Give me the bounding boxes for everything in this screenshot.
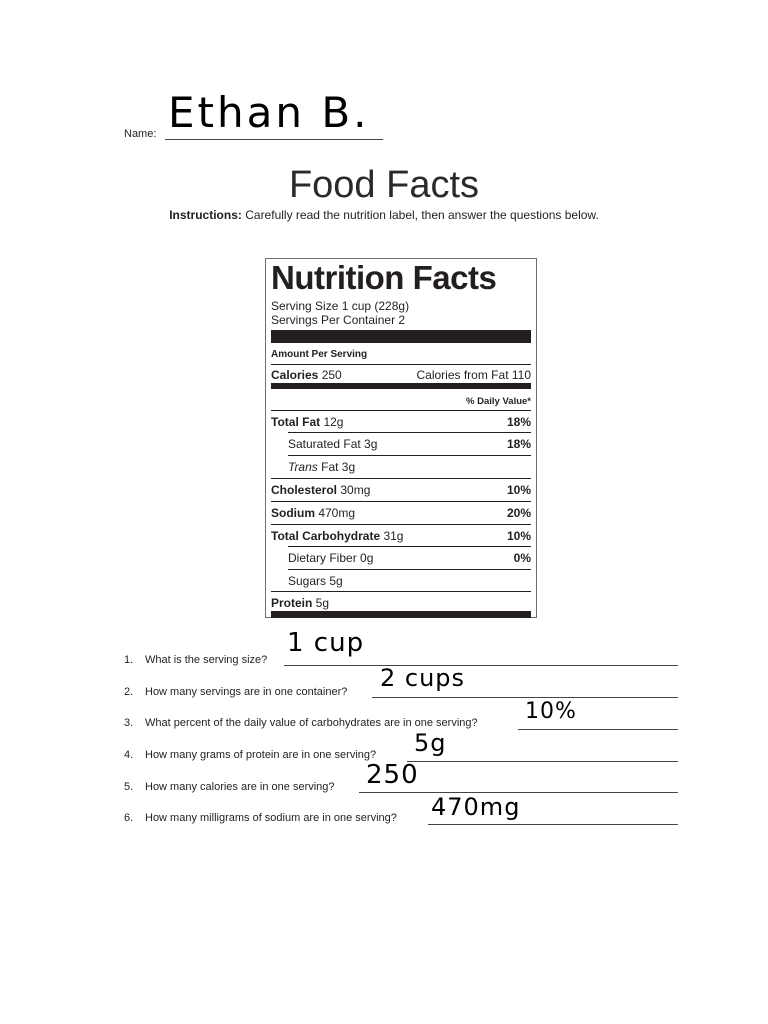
question-number: 2. — [124, 686, 134, 698]
nutrient-name: Trans — [288, 460, 318, 474]
question-2 — [124, 686, 347, 698]
calories-from-fat: Calories from Fat 110 — [416, 368, 531, 382]
nutrient-name: Dietary Fiber 0g — [288, 551, 374, 565]
daily-value-header: % Daily Value* — [466, 396, 531, 407]
nutrient-amount: 470mg — [315, 506, 356, 520]
question-number: 3. — [124, 717, 134, 729]
nutrient-name: Saturated Fat 3g — [288, 437, 378, 451]
instructions — [0, 208, 768, 222]
nutrient-percent: 10% — [506, 483, 531, 497]
servings-per-container: Servings Per Container 2 — [271, 313, 406, 327]
nutrition-label-title: Nutrition Facts — [271, 259, 497, 296]
nutrient-name: Sodium — [271, 506, 315, 520]
question-text: How many calories are in one serving? — [145, 781, 335, 793]
nutrient-row-sugars — [271, 570, 531, 591]
nutrient-name: Total Carbohydrate — [271, 529, 381, 543]
question-6 — [124, 812, 397, 824]
answer-6: 470mg — [431, 793, 521, 821]
answer-line-3[interactable] — [518, 729, 678, 730]
answer-4: 5g — [414, 729, 447, 757]
nutrient-percent: 10% — [506, 529, 531, 543]
nutrient-amount: 5g — [312, 596, 330, 610]
answer-2: 2 cups — [380, 664, 466, 692]
instructions-text: Carefully read the nutrition label, then answer the questions below. — [241, 208, 599, 222]
answer-line-2[interactable] — [372, 697, 678, 698]
nutrient-row-dietary-fiber — [271, 547, 531, 568]
question-number: 5. — [124, 781, 134, 793]
nutrient-row-trans-fat — [271, 456, 531, 477]
answer-line-4[interactable] — [407, 761, 678, 762]
question-1 — [124, 654, 267, 666]
question-number: 1. — [124, 654, 134, 666]
nutrient-amount: 31g — [380, 529, 404, 543]
name-line — [165, 139, 383, 140]
nutrient-amount: 12g — [320, 415, 344, 429]
answer-5: 250 — [366, 760, 419, 790]
nutrient-row-sodium — [271, 502, 531, 523]
answer-1: 1 cup — [287, 628, 365, 658]
nutrient-row-total-carbohydrate — [271, 525, 531, 546]
handwritten-name: Ethan B. — [168, 88, 370, 137]
question-text: What is the serving size? — [145, 654, 268, 666]
question-text: How many grams of protein are in one serving? — [145, 749, 377, 761]
amount-per-serving: Amount Per Serving — [271, 349, 368, 360]
nutrient-row-saturated-fat — [271, 433, 531, 454]
calories-label: Calories — [271, 368, 319, 382]
nutrient-name: Protein — [271, 596, 313, 610]
answer-line-1[interactable] — [284, 665, 678, 666]
instructions-lead: Instructions: — [169, 208, 242, 222]
question-3 — [124, 717, 478, 729]
nutrient-name: Cholesterol — [271, 483, 338, 497]
page-title: Food Facts — [288, 164, 480, 206]
name-label: Name: — [124, 128, 157, 140]
serving-size: Serving Size 1 cup (228g) — [271, 299, 410, 313]
answer-3: 10% — [525, 699, 577, 724]
thick-rule — [271, 330, 531, 343]
nutrient-row-total-fat — [271, 411, 531, 432]
question-text: How many milligrams of sodium are in one serving? — [145, 812, 397, 824]
nutrient-percent: 18% — [506, 415, 531, 429]
nutrient-row-cholesterol — [271, 479, 531, 500]
nutrient-name: Total Fat — [271, 415, 321, 429]
calories-value: 250 — [318, 368, 342, 382]
question-text: What percent of the daily value of carbohydrates are in one serving? — [145, 717, 478, 729]
nutrient-percent: 18% — [506, 437, 531, 451]
nutrient-amount: Fat 3g — [317, 460, 356, 474]
nutrient-percent: 0% — [513, 551, 531, 565]
question-number: 6. — [124, 812, 134, 824]
nutrient-row-protein — [271, 592, 531, 613]
nutrient-amount: 30mg — [337, 483, 371, 497]
nutrient-percent: 20% — [506, 506, 531, 520]
medium-rule — [271, 383, 531, 389]
bottom-rule — [271, 611, 531, 618]
question-number: 4. — [124, 749, 134, 761]
question-5 — [124, 781, 335, 793]
answer-line-6[interactable] — [428, 824, 678, 825]
question-4 — [124, 749, 376, 761]
daily-value-header-row — [271, 390, 531, 410]
calories-row — [271, 364, 531, 385]
nutrient-name: Sugars 5g — [288, 574, 343, 588]
question-text: How many servings are in one container? — [145, 686, 348, 698]
nutrition-label — [265, 258, 537, 618]
